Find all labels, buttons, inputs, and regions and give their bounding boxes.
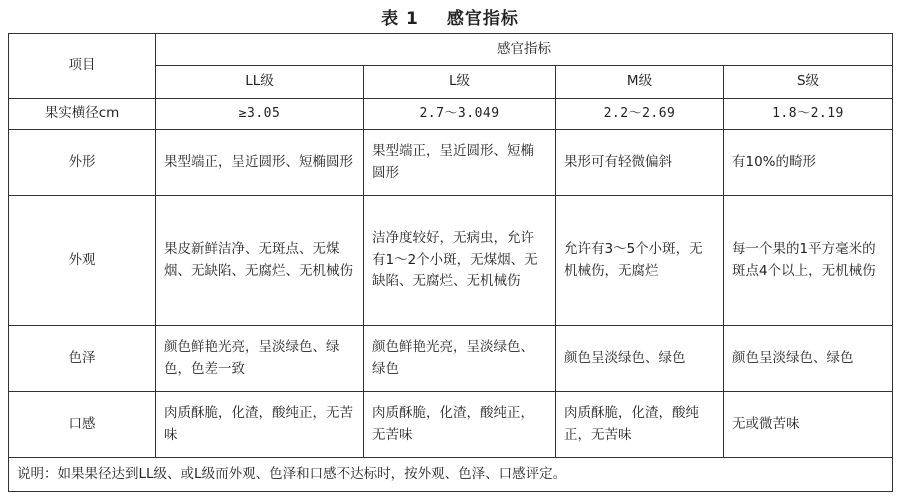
grade-header-m: M级 — [556, 66, 724, 99]
table-number: 表 1 — [381, 9, 419, 29]
table-cell: 肉质酥脆，化渣，酸纯正，无苦味 — [364, 392, 556, 458]
note-row — [9, 458, 893, 492]
row-label-appearance: 外观 — [9, 196, 156, 326]
grade-header-ll: LL级 — [156, 66, 364, 99]
item-header: 项目 — [9, 34, 156, 99]
table-cell: 2.7～3.049 — [364, 99, 556, 130]
table-cell: 无或微苦味 — [724, 392, 893, 458]
table-row — [9, 326, 893, 392]
row-label-shape: 外形 — [9, 130, 156, 196]
table-cell: 1.8～2.19 — [724, 99, 893, 130]
table-row — [9, 130, 893, 196]
table-cell: 肉质酥脆，化渣，酸纯正，无苦味 — [156, 392, 364, 458]
table-caption — [0, 4, 900, 29]
row-label-diameter: 果实横径cm — [9, 99, 156, 130]
table-cell: 允许有3～5个小斑，无机械伤，无腐烂 — [556, 196, 724, 326]
table-cell: 肉质酥脆，化渣，酸纯正，无苦味 — [556, 392, 724, 458]
table-cell: 2.2～2.69 — [556, 99, 724, 130]
sensory-group-header: 感官指标 — [156, 34, 893, 66]
table-cell: 颜色鲜艳光亮，呈淡绿色、绿色，色差一致 — [156, 326, 364, 392]
row-label-taste: 口感 — [9, 392, 156, 458]
row-label-color: 色泽 — [9, 326, 156, 392]
table-cell: 有10%的畸形 — [724, 130, 893, 196]
table-cell: ≥3.05 — [156, 99, 364, 130]
grade-header-l: L级 — [364, 66, 556, 99]
table-cell: 果型端正，呈近圆形、短椭圆形 — [364, 130, 556, 196]
table-row — [9, 99, 893, 130]
table-cell: 洁净度较好，无病虫，允许有1～2个小斑，无煤烟、无缺陷、无腐烂、无机械伤 — [364, 196, 556, 326]
table-cell: 果型端正，呈近圆形、短椭圆形 — [156, 130, 364, 196]
table-cell: 果皮新鲜洁净、无斑点、无煤烟、无缺陷、无腐烂、无机械伤 — [156, 196, 364, 326]
table-cell: 每一个果的1平方毫米的斑点4个以上，无机械伤 — [724, 196, 893, 326]
sensory-spec-table — [8, 33, 893, 492]
table-title: 感官指标 — [446, 9, 519, 29]
table-cell: 颜色呈淡绿色、绿色 — [556, 326, 724, 392]
table-cell: 颜色呈淡绿色、绿色 — [724, 326, 893, 392]
table-note: 说明：如果果径达到LL级、或L级而外观、色泽和口感不达标时，按外观、色泽、口感评定。 — [9, 458, 893, 492]
table-cell: 颜色鲜艳光亮，呈淡绿色、绿色 — [364, 326, 556, 392]
grade-header-s: S级 — [724, 66, 893, 99]
header-row-1 — [9, 34, 893, 66]
table-row — [9, 392, 893, 458]
table-cell: 果形可有轻微偏斜 — [556, 130, 724, 196]
table-row — [9, 196, 893, 326]
